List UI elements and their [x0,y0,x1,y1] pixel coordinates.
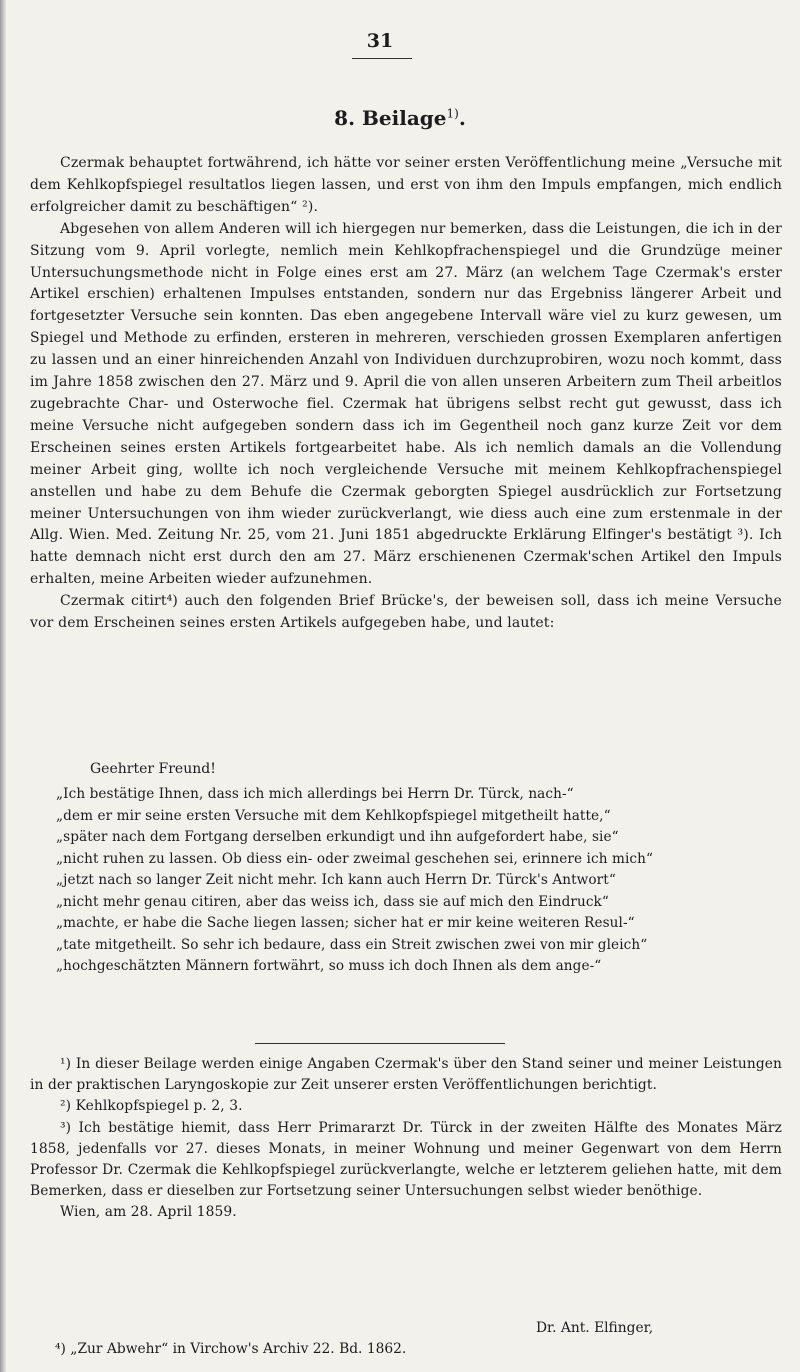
footnotes [30,1054,782,1224]
footnote-1: ¹) In dieser Beilage werden einige Angaben Czermak's über den Stand seiner und meiner Leistungen in der praktischen Laryngoskopie zur Zeit unserer ersten Veröffentlichungen berichtigt. [30,1056,782,1094]
footnote-3-place-date: Wien, am 28. April 1859. [60,1204,237,1221]
letter-line: „tate mitgetheilt. So sehr ich bedaure, dass ein Streit zwischen zwei von mir gleich“ [56,936,648,953]
footnote-4: ⁴) „Zur Abwehr“ in Virchow's Archiv 22. Bd. 1862. [55,1341,407,1357]
letter-line: „Ich bestätige Ihnen, dass ich mich allerdings bei Herrn Dr. Türck, nach-“ [56,786,574,802]
heading-sup-text: 1 [446,106,455,121]
letter-line: „hochgeschätzten Männern fortwährt, so muss ich doch Ihnen als dem ange-“ [56,958,602,974]
letter-line: „jetzt nach so langer Zeit nicht mehr. Ich kann auch Herrn Dr. Türck's Antwort“ [56,872,616,888]
paragraph-3: Czermak citirt⁴) auch den folgenden Brief Brücke's, der beweisen soll, dass ich meine Versuche vor dem Erscheinen seines ersten Artikels aufgegeben habe, und lautet: [30,593,782,632]
letter-line: „nicht mehr genau citiren, aber das weiss ich, dass sie auf mich den Eindruck“ [56,893,609,910]
letter-line: „nicht ruhen zu lassen. Ob diess ein- oder zweimal geschehen sei, erinnere ich mich“ [56,850,654,867]
section-heading: 8. Beilage$^{1)}$. [334,106,466,130]
footnote-3: ³) Ich bestätige hiemit, dass Herr Primararzt Dr. Türck in der zweiten Hälfte des Monates März 1858, jedenfalls vor 27. dieses Monats, in meiner Wohnung und meiner Gegenwart von dem Herrn Professor Dr. Czermak die Kehlkopfspiegel zurückverlangte, welche er letzterem geliehen hatte, mit dem Bemerken, dass er dieselben zur Fortsetzung seiner Untersuchungen selbst wieder benöthige. [30,1119,782,1200]
paragraph-1: Czermak behauptet fortwährend, ich hätte vor seiner ersten Veröffentlichung meine „Versuche mit dem Kehlkopfspiegel resultatlos liegen lassen, und erst von ihm den Impuls empfangen, mich endlich erfolgreicher damit zu beschäftigen“ ²). [30,155,782,215]
paragraph-2: Abgesehen von allem Anderen will ich hiergegen nur bemerken, dass die Leistungen, die ich in der Sitzung vom 9. April vorlegte, nemlich mein Kehlkopfrachenspiegel und die Grundzüge meiner Untersuchungsmethode nicht in Folge eines erst am 27. März (an welchem Tage Czermak's erster Artikel erschien) erhaltenen Impulses entstanden, sondern nur das Ergebniss längerer Arbeit und fortgesetzter Versuche sein konnten. Das eben angegebene Intervall wäre viel zu kurz gewesen, um Spiegel und Methode zu erfinden, ersteren in mehreren, verschieden grossen Exemplaren anfertigen zu lassen und an einer hinreichenden Anzahl von Individuen durchzuprobiren, wozu noch kommt, dass im Jahre 1858 zwischen den 27. März und 9. April die von allen unseren Arbeitern zum Theil arbeitlos zugebrachte Char- und Osterwoche fiel. Czermak hat übrigens selbst recht gut gewusst, dass ich meine Versuche nicht aufgegeben sondern dass ich im Gegentheil noch ganz kurze Zeit vor dem Erscheinen seines ersten Artikels fortgearbeitet habe. Als ich nemlich damals an die Vollendung meiner Arbeit ging, wollte ich noch vergleichende Versuche mit meinem Kehlkopfrachenspiegel anstellen und habe zu dem Behufe die Czermak geborgten Spiegel ausdrücklich zur Fortsetzung meiner Untersuchungen von ihm wieder zurückverlangt, wie diess auch eine zum erstenmale in der Allg. Wien. Med. Zeitung Nr. 25, vom 21. Juni 1851 abgedruckte Erklärung Elfinger's bestätigt ³). Ich hatte demnach nicht erst durch den am 27. März erschienenen Czermak'schen Artikel den Impuls erhalten, meine Arbeiten wieder aufzunehmen. [30,220,782,588]
page-number: 31 [366,30,394,52]
signature: Dr. Ant. Elfinger, [536,1320,654,1336]
footnote-rule [255,1043,505,1044]
letter-salutation: Geehrter Freund! [90,761,216,777]
footnote-2: ²) Kehlkopfspiegel p. 2, 3. [60,1098,243,1115]
letter-line: „dem er mir seine ersten Versuche mit dem Kehlkopfspiegel mitgetheilt hatte,“ [56,807,611,824]
letter-line: „machte, er habe die Sache liegen lassen; sicher hat er mir keine weiteren Resul-“ [56,915,635,931]
heading-text: 8. Beilage [334,106,447,130]
body-text [30,153,782,635]
letter-body [56,784,778,978]
letter-line: „später nach dem Fortgang derselben erkundigt und ihn aufgefordert habe, sie“ [56,829,619,845]
page-number-rule [352,58,412,59]
page-binding-edge [0,0,6,1372]
heading-footnote-marker: 1) [446,106,459,121]
